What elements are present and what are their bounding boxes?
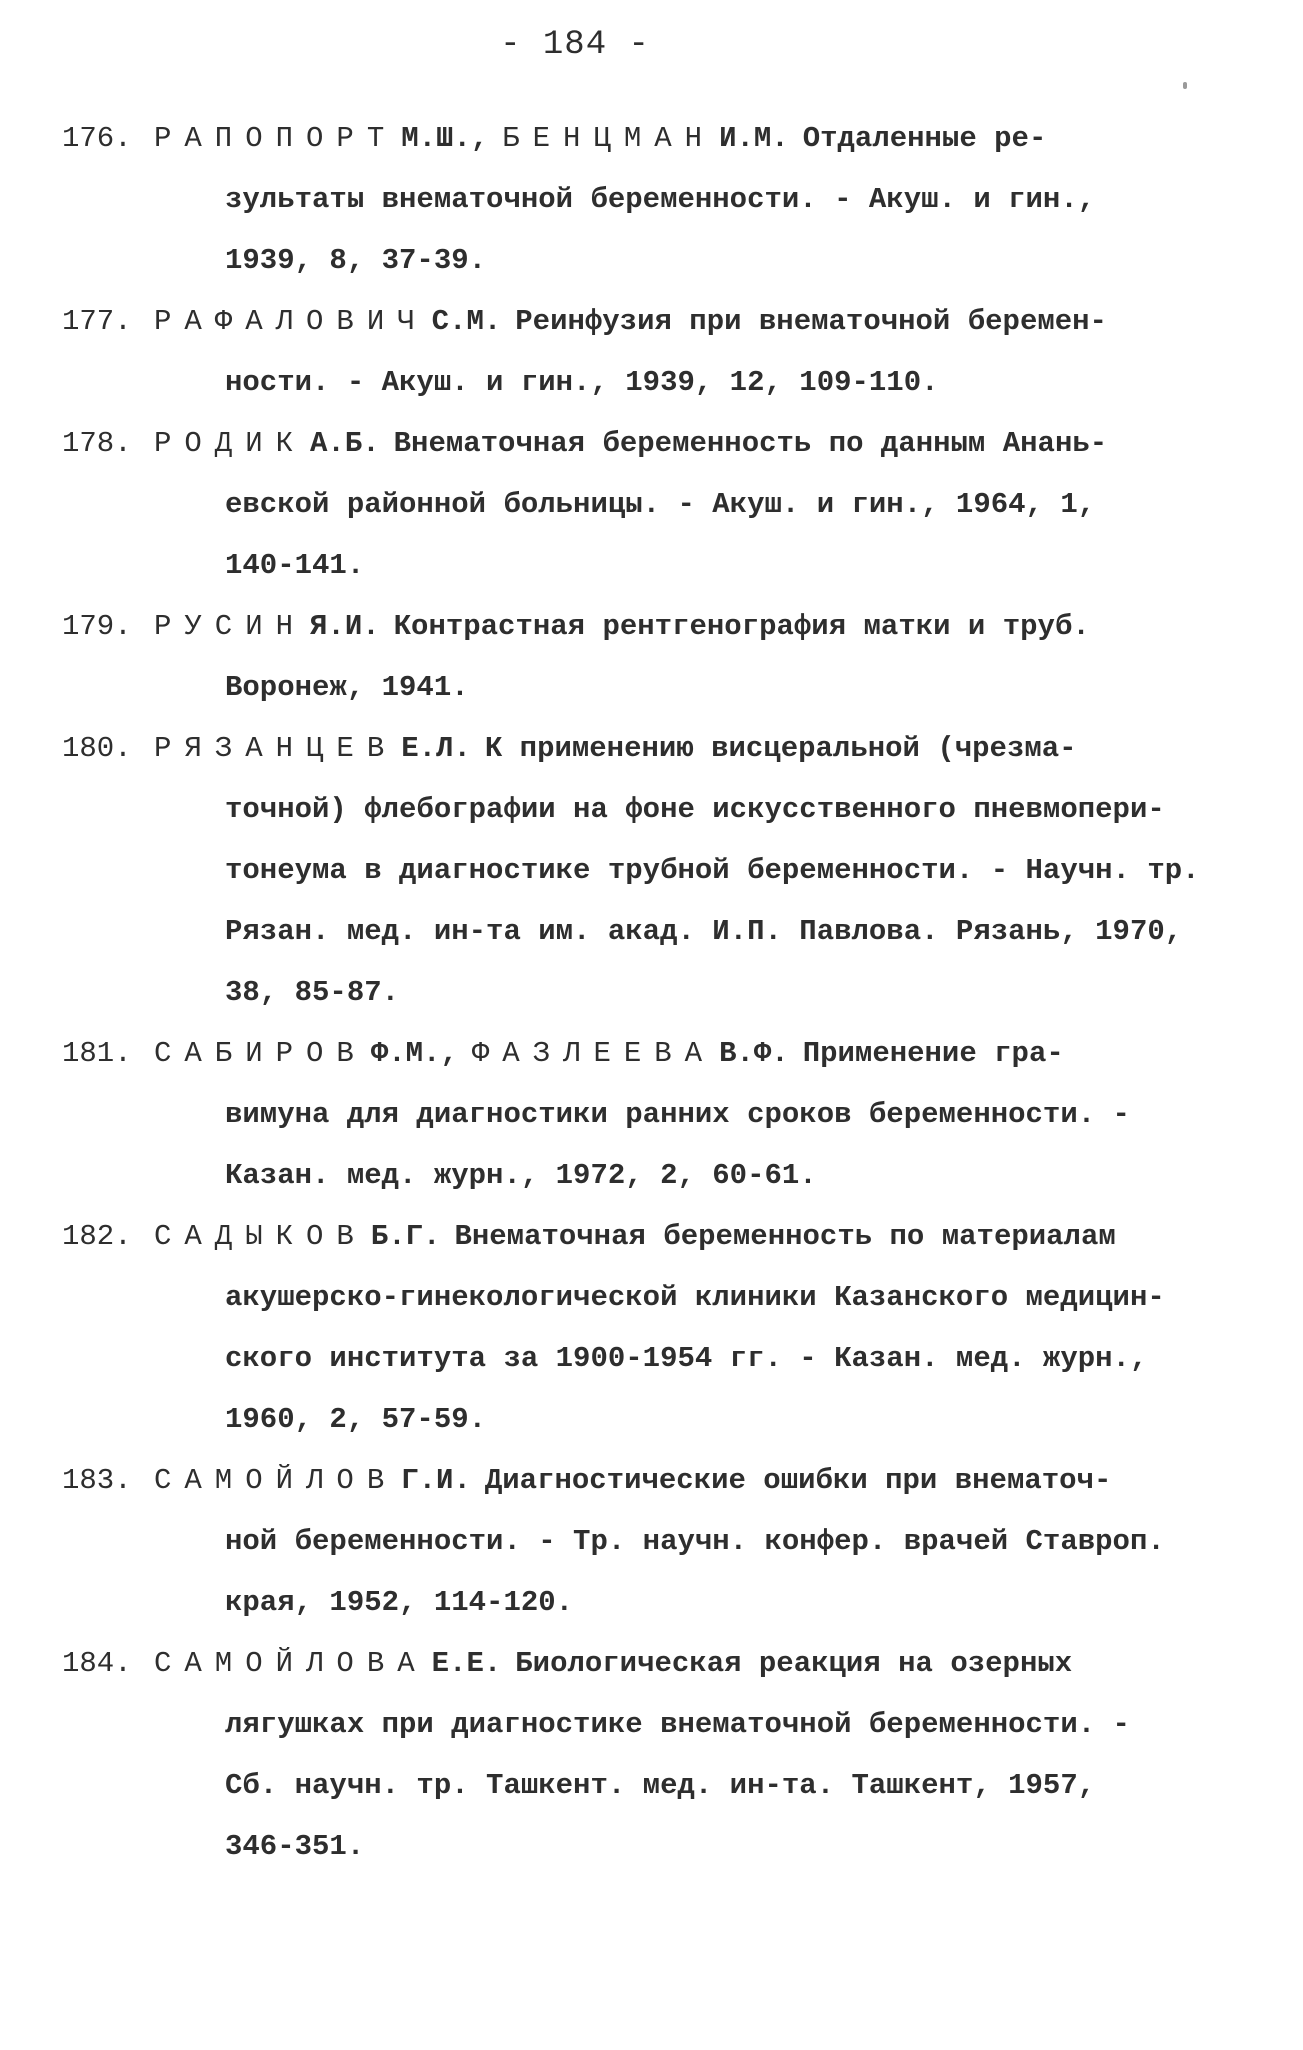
author-surname: РОДИК	[154, 427, 307, 460]
entry-text: 1939, 8, 37-39.	[225, 244, 487, 277]
author-initials: Б.Г.	[370, 1220, 441, 1253]
entry-text: 140-141.	[225, 549, 365, 582]
entry-title-text: Применение гра-	[802, 1037, 1064, 1070]
bibliography-entry	[62, 596, 1242, 718]
author-surname: САМОЙЛОВА	[154, 1647, 428, 1680]
entry-continuation-line	[225, 169, 1242, 230]
author-initials: Я.И.	[310, 610, 380, 643]
entry-number: 182.	[62, 1220, 132, 1253]
entry-text: 346-351.	[225, 1830, 365, 1863]
entry-text: ной беременности. - Тр. научн. конфер. врачей Ставроп.	[225, 1525, 1165, 1558]
entry-first-line	[62, 1633, 1242, 1694]
entry-first-line	[62, 1450, 1242, 1511]
entry-number: 176.	[62, 122, 132, 155]
entry-continuation-line	[225, 474, 1242, 535]
entry-text: ского института за 1900-1954 гг. - Казан. мед. журн.,	[225, 1342, 1148, 1375]
entry-text: 38, 85-87.	[225, 976, 400, 1009]
entry-continuation-line	[225, 535, 1242, 596]
entry-text: Казан. мед. журн., 1972, 2, 60-61.	[225, 1159, 817, 1192]
entry-text: точной) флебографии на фоне искусственного пневмопери-	[225, 793, 1165, 826]
paper-speck	[1183, 82, 1187, 89]
entry-title-text: К применению висцеральной (чрезма-	[484, 732, 1077, 765]
entry-continuation-line	[225, 1328, 1242, 1389]
entry-title-text: Внематочная беременность по материалам	[454, 1220, 1116, 1253]
bibliography-entry	[62, 291, 1242, 413]
bibliography-list	[62, 108, 1242, 1877]
entry-number: 179.	[62, 610, 132, 643]
entry-first-line	[62, 291, 1242, 352]
entry-text: Воронеж, 1941.	[225, 671, 469, 704]
entry-title-text: Диагностические ошибки при внематоч-	[484, 1464, 1112, 1497]
entry-continuation-line	[225, 1511, 1242, 1572]
entry-number: 180.	[62, 732, 132, 765]
author-surname: САБИРОВ	[154, 1037, 367, 1070]
entry-text: акушерско-гинекологической клиники Казанского медицин-	[225, 1281, 1165, 1314]
author-surname: РЯЗАНЦЕВ	[154, 732, 398, 765]
entry-title-text: Биологическая реакция на озерных	[515, 1647, 1073, 1680]
entry-continuation-line	[225, 1145, 1242, 1206]
entry-number: 178.	[62, 427, 132, 460]
entry-continuation-line	[225, 1816, 1242, 1877]
bibliography-entry	[62, 1450, 1242, 1633]
entry-text: края, 1952, 114-120.	[225, 1586, 574, 1619]
entry-text: ности. - Акуш. и гин., 1939, 12, 109-110.	[225, 366, 939, 399]
entry-text: вимуна для диагностики ранних сроков беременности. -	[225, 1098, 1130, 1131]
bibliography-entry	[62, 718, 1242, 1023]
bibliography-entry	[62, 1206, 1242, 1450]
author-initials: Г.И.	[401, 1464, 471, 1497]
page-number: - 184 -	[500, 26, 650, 64]
entry-text: евской районной больницы. - Акуш. и гин., 1964, 1,	[225, 488, 1096, 521]
entry-text: тонеума в диагностике трубной беременности. - Научн. тр.	[225, 854, 1200, 887]
entry-continuation-line	[225, 1755, 1242, 1816]
author-surname: РУСИН	[154, 610, 307, 643]
entry-text: 1960, 2, 57-59.	[225, 1403, 487, 1436]
author-surname: РАФАЛОВИЧ	[154, 305, 428, 338]
author-initials: М.Ш.,	[401, 122, 489, 155]
entry-continuation-line	[225, 657, 1242, 718]
entry-first-line	[62, 108, 1242, 169]
entry-continuation-line	[225, 901, 1242, 962]
author-initials: Е.Л.	[401, 732, 471, 765]
author-initials: Ф.М.,	[370, 1037, 458, 1070]
author-initials: В.Ф.	[719, 1037, 789, 1070]
entry-continuation-line	[225, 352, 1242, 413]
bibliography-entry	[62, 1633, 1242, 1877]
entry-continuation-line	[225, 1694, 1242, 1755]
entry-first-line	[62, 718, 1242, 779]
author-surname: САМОЙЛОВ	[154, 1464, 398, 1497]
entry-continuation-line	[225, 840, 1242, 901]
entry-first-line	[62, 1023, 1242, 1084]
entry-continuation-line	[225, 962, 1242, 1023]
entry-title-text: Контрастная рентгенография матки и труб.	[393, 610, 1090, 643]
bibliography-entry	[62, 1023, 1242, 1206]
entry-continuation-line	[225, 779, 1242, 840]
entry-continuation-line	[225, 1572, 1242, 1633]
entry-number: 181.	[62, 1037, 132, 1070]
entry-text: Рязан. мед. ин-та им. акад. И.П. Павлова. Рязань, 1970,	[225, 915, 1183, 948]
author-surname: САДЫКОВ	[154, 1220, 367, 1253]
entry-number: 183.	[62, 1464, 132, 1497]
entry-first-line	[62, 1206, 1242, 1267]
entry-title-text: Внематочная беременность по данным Анань-	[393, 427, 1108, 460]
entry-text: лягушках при диагностике внематочной беременности. -	[225, 1708, 1130, 1741]
entry-continuation-line	[225, 230, 1242, 291]
entry-continuation-line	[225, 1084, 1242, 1145]
author-initials: С.М.	[431, 305, 502, 338]
entry-text: Сб. научн. тр. Ташкент. мед. ин-та. Ташкент, 1957,	[225, 1769, 1096, 1802]
entry-number: 184.	[62, 1647, 132, 1680]
entry-text: зультаты внематочной беременности. - Акуш. и гин.,	[225, 183, 1096, 216]
bibliography-entry	[62, 413, 1242, 596]
author-surname: ФАЗЛЕЕВА	[471, 1037, 716, 1070]
entry-title-text: Отдаленные ре-	[802, 122, 1047, 155]
author-surname: РАПОПОРТ	[154, 122, 398, 155]
bibliography-entry	[62, 108, 1242, 291]
entry-first-line	[62, 596, 1242, 657]
entry-continuation-line	[225, 1267, 1242, 1328]
author-initials: А.Б.	[310, 427, 380, 460]
entry-title-text: Реинфузия при внематочной беремен-	[515, 305, 1107, 338]
author-initials: И.М.	[719, 122, 789, 155]
entry-number: 177.	[62, 305, 132, 338]
author-surname: БЕНЦМАН	[502, 122, 716, 155]
entry-first-line	[62, 413, 1242, 474]
author-initials: Е.Е.	[431, 1647, 502, 1680]
entry-continuation-line	[225, 1389, 1242, 1450]
